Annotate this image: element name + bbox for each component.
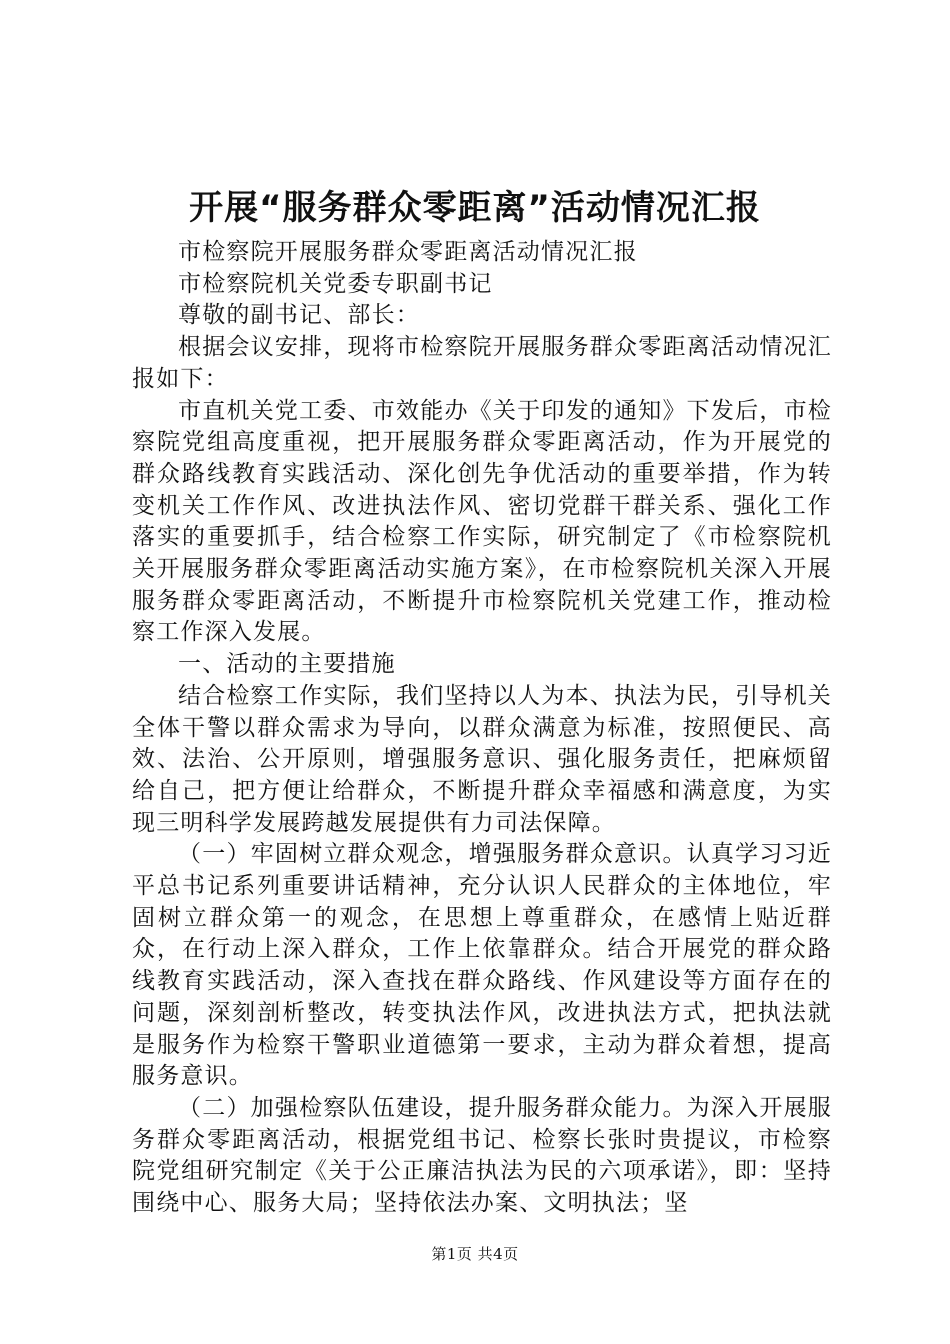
section-heading: 一、活动的主要措施 [178,651,396,678]
page-number-footer: 第1页 共4页 [431,1245,519,1263]
document-title: 开展“服务群众零距离”活动情况汇报 [189,188,761,228]
document-body [132,237,832,1220]
author-line: 市检察院机关党委专职副书记 [178,270,493,297]
body-paragraph: 市直机关党工委、市效能办《关于印发的通知》下发后，市检察院党组高度重视，把开展服务群众零距离活动，作为开展党的群众路线教育实践活动、深化创先争优活动的重要举措，作为转变机关工作作风、改进执法作风、密切党群干群关系、强化工作落实的重要抓手，结合检察工作实际，研究制定了《市检察院机关开展服务群众零距离活动实施方案》，在市检察院机关深入开展服务群众零距离活动，不断提升市检察院机关党建工作，推动检察工作深入发展。 [132,397,832,646]
subtitle-line: 市检察院开展服务群众零距离活动情况汇报 [178,239,638,265]
body-paragraph: （二）加强检察队伍建设，提升服务群众能力。为深入开展服务群众零距离活动，根据党组书记、检察长张时贵提议，市检察院党组研究制定《关于公正廉洁执法为民的六项承诺》，即：坚持围绕中心、服务大局；坚持依法办案、文明执法；坚 [132,1094,832,1217]
salutation: 尊敬的副书记、部长： [178,302,420,329]
intro-paragraph: 根据会议安排，现将市检察院开展服务群众零距离活动情况汇报如下： [132,334,832,392]
body-paragraph: （一）牢固树立群众观念，增强服务群众意识。认真学习习近平总书记系列重要讲话精神，充分认识人民群众的主体地位，牢固树立群众第一的观念，在思想上尊重群众，在感情上贴近群众，在行动上深入群众，工作上依靠群众。结合开展党的群众路线教育实践活动，深入查找在群众路线、作风建设等方面存在的问题，深刻剖析整改，转变执法作风，改进执法方式，把执法就是服务作为检察干警职业道德第一要求，主动为群众着想，提高服务意识。 [132,841,832,1090]
body-paragraph: 结合检察工作实际，我们坚持以人为本、执法为民，引导机关全体干警以群众需求为导向，以群众满意为标准，按照便民、高效、法治、公开原则，增强服务意识、强化服务责任，把麻烦留给自己，把方便让给群众，不断提升群众幸福感和满意度，为实现三明科学发展跨越发展提供有力司法保障。 [132,682,832,836]
